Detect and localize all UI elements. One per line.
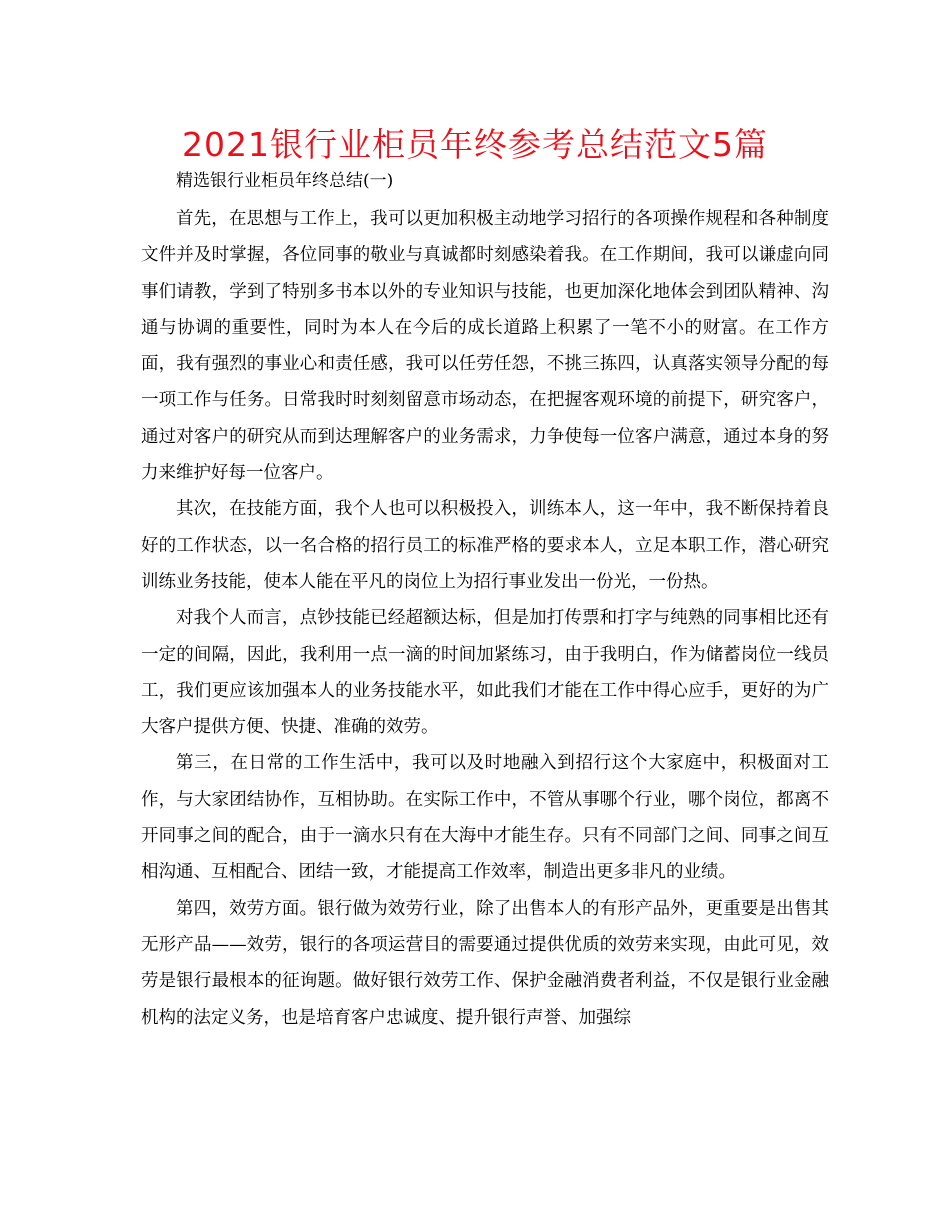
section-heading: 精选银行业柜员年终总结(一) <box>176 171 394 191</box>
document-title: 2021银行业柜员年终参考总结范文5篇 <box>182 125 768 164</box>
paragraph-2: 其次，在技能方面，我个人也可以积极投入，训练本人，这一年中，我不断保持着良好的工作状态，以一名合格的招行员工的标准严格的要求本人，立足本职工作，潜心研究训练业务技能，使本人能在平凡的岗位上为招行事业发出一份光，一份热。 <box>141 499 829 592</box>
document-body <box>141 201 829 1036</box>
paragraph-3: 对我个人而言，点钞技能已经超额达标，但是加打传票和打字与纯熟的同事相比还有一定的间隔，因此，我利用一点一滴的时间加紧练习，由于我明白，作为储蓄岗位一线员工，我们更应该加强本人的业务技能水平，如此我们才能在工作中得心应手，更好的为广大客户提供方便、快捷、准确的效劳。 <box>141 608 829 738</box>
paragraph-4: 第三，在日常的工作生活中，我可以及时地融入到招行这个大家庭中，积极面对工作，与大家团结协作，互相协助。在实际工作中，不管从事哪个行业，哪个岗位，都离不开同事之间的配合，由于一滴水只有在大海中才能生存。只有不同部门之间、同事之间互相沟通、互相配合、团结一致，才能提高工作效率，制造出更多非凡的业绩。 <box>141 753 829 883</box>
paragraph-5: 第四，效劳方面。银行做为效劳行业，除了出售本人的有形产品外，更重要是出售其无形产品——效劳，银行的各项运营目的需要通过提供优质的效劳来实现，由此可见，效劳是银行最根本的征询题。做好银行效劳工作、保护金融消费者利益，不仅是银行业金融机构的法定义务，也是培育客户忠诚度、提升银行声誉、加强综 <box>141 898 829 1028</box>
paragraph-1: 首先，在思想与工作上，我可以更加积极主动地学习招行的各项操作规程和各种制度文件并及时掌握，各位同事的敬业与真诚都时刻感染着我。在工作期间，我可以谦虚向同事们请教，学到了特别多书本以外的专业知识与技能，也更加深化地体会到团队精神、沟通与协调的重要性，同时为本人在今后的成长道路上积累了一笔不小的财富。在工作方面，我有强烈的事业心和责任感，我可以任劳任怨，不挑三拣四，认真落实领导分配的每一项工作与任务。日常我时时刻刻留意市场动态，在把握客观环境的前提下，研究客户，通过对客户的研究从而到达理解客户的业务需求，力争使每一位客户满意，通过本身的努力来维护好每一位客户。 <box>141 209 829 484</box>
